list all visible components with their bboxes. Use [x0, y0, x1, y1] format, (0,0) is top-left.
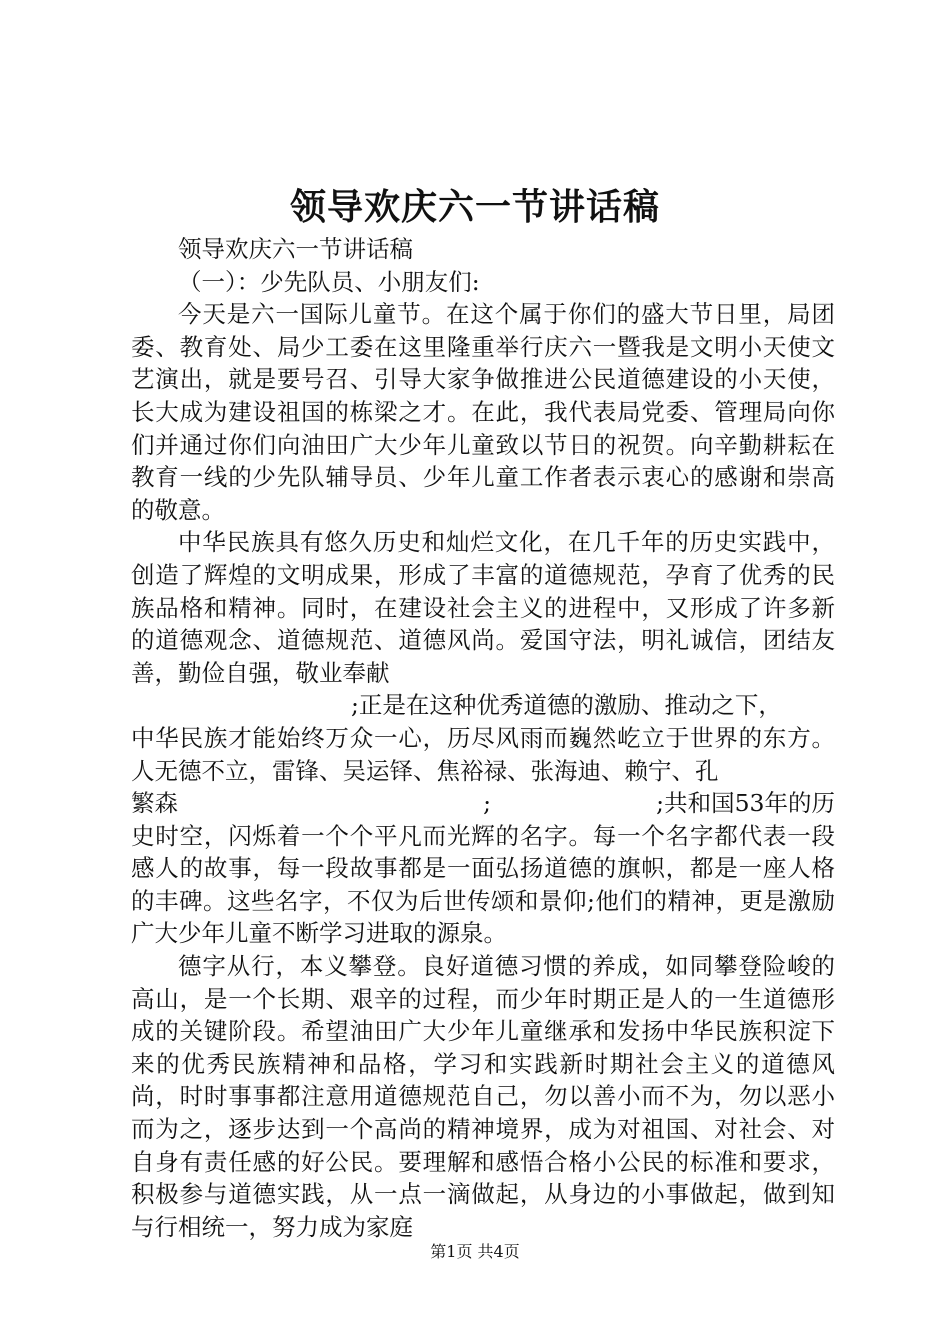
paragraph-2-gap-end: ;共和国53年的历	[656, 789, 835, 818]
paragraph-3: 德字从行，本义攀登。良好道德习惯的养成，如同攀登险峻的高山，是一个长期、艰辛的过程，而少年时期正是人的一生道德形成的关键阶段。希望油田广大少年儿童继承和发扬中华民族积淀下来的优秀民族精神和品格，学习和实践新时期社会主义的道德风尚，时时事事都注意用道德规范自己，勿以善小而不为，勿以恶小而为之，逐步达到一个高尚的精神境界，成为对祖国、对社会、对自身有责任感的好公民。要理解和感悟合格小公民的标准和要求，积极参与道德实践，从一点一滴做起，从身边的小事做起，做到知与行相统一，努力成为家庭	[131, 952, 835, 1241]
paragraph-2-end: 史时空，闪烁着一个个平凡而光辉的名字。每一个名字都代表一段感人的故事，每一段故事都是一面弘扬道德的旗帜，都是一座人格的丰碑。这些名字，不仅为后世传颂和景仰;他们的精神，更是激励广大少年儿童不断学习进取的源泉。	[131, 821, 835, 948]
paragraph-2-line: 中华民族才能始终万众一心，历尽风雨而巍然屹立于世界的东方。人无德不立，雷锋、吴运铎、焦裕禄、张海迪、赖宁、孔	[131, 723, 835, 785]
paragraph-2: 中华民族具有悠久历史和灿烂文化，在几千年的历史实践中，创造了辉煌的文明成果，形成了丰富的道德规范，孕育了优秀的民族品格和精神。同时，在建设社会主义的进程中，又形成了许多新的道德观念、道德规范、道德风尚。爱国守法，明礼诚信，团结友善，勤俭自强，敬业奉献	[131, 528, 835, 687]
document-title: 领导欢庆六一节讲话稿	[289, 186, 660, 228]
subtitle-line: 领导欢庆六一节讲话稿	[178, 235, 413, 263]
paragraph-2-gap-start: 繁森	[131, 789, 178, 818]
document-body	[131, 233, 835, 1243]
paragraph-2-gap-mid: ;	[483, 789, 492, 818]
paragraph-2-fragment: ;正是在这种优秀道德的激励、推动之下，	[351, 691, 782, 720]
paragraph-2-continuation	[131, 689, 835, 722]
greeting-line: （一）：少先队员、小朋友们:	[178, 267, 480, 296]
paragraph-1: 今天是六一国际儿童节。在这个属于你们的盛大节日里，局团委、教育处、局少工委在这里隆重举行庆六一暨我是文明小天使文艺演出，就是要号召、引导大家争做推进公民道德建设的小天使，长大成为建设祖国的栋梁之才。在此，我代表局党委、管理局向你们并通过你们向油田广大少年儿童致以节日的祝贺。向辛勤耕耘在教育一线的少先队辅导员、少年儿童工作者表示衷心的感谢和崇高的敬意。	[131, 300, 835, 524]
paragraph-2-gap-line	[131, 787, 835, 820]
page-footer: 第1页 共4页	[430, 1242, 520, 1261]
